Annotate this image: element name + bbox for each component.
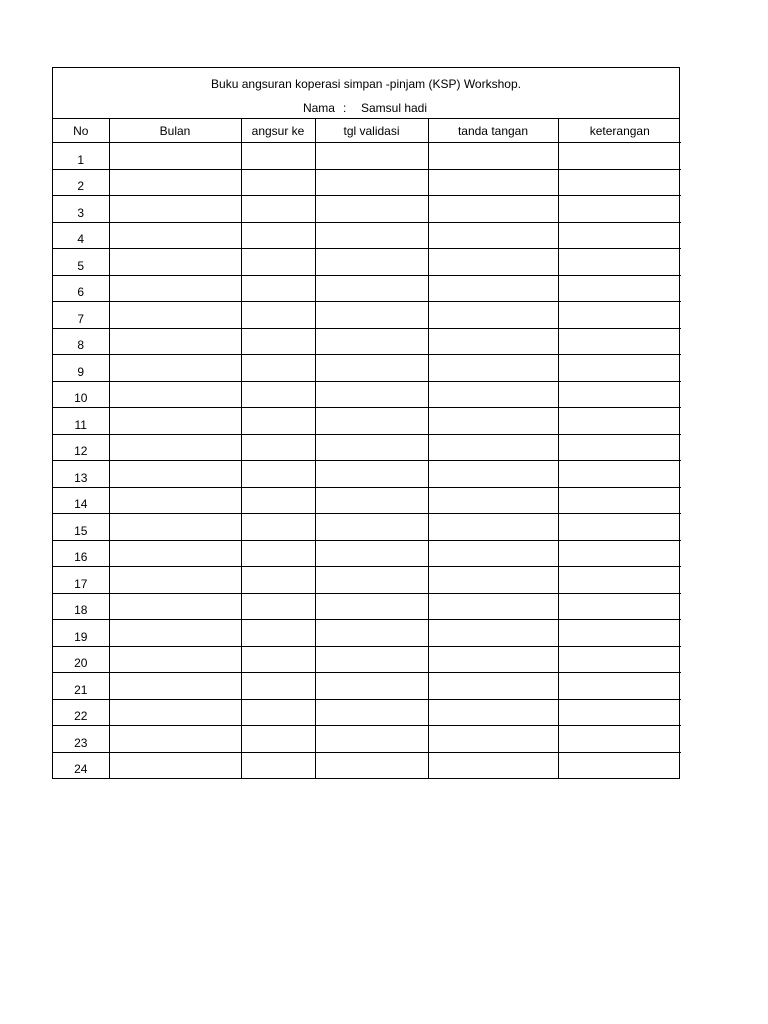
row-number-cell: 16: [53, 540, 109, 567]
bulan-cell[interactable]: [109, 540, 241, 567]
row-number-cell: 23: [53, 726, 109, 753]
row-number-cell: 9: [53, 355, 109, 382]
tgl-validasi-cell[interactable]: [315, 567, 428, 594]
document-title: Buku angsuran koperasi simpan -pinjam (KSP) Workshop.: [211, 77, 521, 91]
tgl-validasi-cell[interactable]: [315, 328, 428, 355]
tanda-tangan-cell[interactable]: [428, 408, 558, 435]
tgl-validasi-cell[interactable]: [315, 673, 428, 700]
angsur-ke-cell[interactable]: [241, 699, 315, 726]
tanda-tangan-cell[interactable]: [428, 673, 558, 700]
bulan-cell[interactable]: [109, 726, 241, 753]
angsur-ke-cell[interactable]: [241, 222, 315, 249]
row-number-cell: 15: [53, 514, 109, 541]
tanda-tangan-cell[interactable]: [428, 620, 558, 647]
row-number-cell: 14: [53, 487, 109, 514]
column-header-tgl-validasi: tgl validasi: [315, 119, 428, 143]
keterangan-cell[interactable]: [558, 143, 681, 170]
angsur-ke-cell[interactable]: [241, 752, 315, 778]
column-header-no: No: [53, 119, 109, 143]
keterangan-cell[interactable]: [558, 567, 681, 594]
tgl-validasi-cell[interactable]: [315, 143, 428, 170]
table-row: [53, 408, 681, 435]
bulan-cell[interactable]: [109, 302, 241, 329]
table-row: [53, 699, 681, 726]
bulan-cell[interactable]: [109, 487, 241, 514]
bulan-cell[interactable]: [109, 355, 241, 382]
keterangan-cell[interactable]: [558, 355, 681, 382]
angsur-ke-cell[interactable]: [241, 620, 315, 647]
angsur-ke-cell[interactable]: [241, 434, 315, 461]
table-row: [53, 514, 681, 541]
table-row: [53, 726, 681, 753]
tgl-validasi-cell[interactable]: [315, 752, 428, 778]
bulan-cell[interactable]: [109, 673, 241, 700]
member-name: Samsul hadi: [360, 101, 428, 115]
row-number-cell: 19: [53, 620, 109, 647]
row-number-cell: 6: [53, 275, 109, 302]
bulan-cell[interactable]: [109, 143, 241, 170]
row-number-cell: 4: [53, 222, 109, 249]
keterangan-cell[interactable]: [558, 540, 681, 567]
keterangan-cell[interactable]: [558, 222, 681, 249]
tanda-tangan-cell[interactable]: [428, 196, 558, 223]
name-label: Nama: [302, 101, 335, 115]
tanda-tangan-cell[interactable]: [428, 434, 558, 461]
angsur-ke-cell[interactable]: [241, 355, 315, 382]
bulan-cell[interactable]: [109, 434, 241, 461]
keterangan-cell[interactable]: [558, 408, 681, 435]
angsur-ke-cell[interactable]: [241, 487, 315, 514]
bulan-cell[interactable]: [109, 752, 241, 778]
row-number-cell: 18: [53, 593, 109, 620]
bulan-cell[interactable]: [109, 699, 241, 726]
tgl-validasi-cell[interactable]: [315, 275, 428, 302]
tgl-validasi-cell[interactable]: [315, 169, 428, 196]
bulan-cell[interactable]: [109, 620, 241, 647]
keterangan-cell[interactable]: [558, 249, 681, 276]
keterangan-cell[interactable]: [558, 275, 681, 302]
table-row: [53, 487, 681, 514]
tanda-tangan-cell[interactable]: [428, 143, 558, 170]
angsur-ke-cell[interactable]: [241, 540, 315, 567]
row-number-cell: 5: [53, 249, 109, 276]
tanda-tangan-cell[interactable]: [428, 381, 558, 408]
keterangan-cell[interactable]: [558, 381, 681, 408]
keterangan-cell[interactable]: [558, 302, 681, 329]
row-number-cell: 22: [53, 699, 109, 726]
bulan-cell[interactable]: [109, 593, 241, 620]
row-number-cell: 1: [53, 143, 109, 170]
tgl-validasi-cell[interactable]: [315, 302, 428, 329]
bulan-cell[interactable]: [109, 567, 241, 594]
tgl-validasi-cell[interactable]: [315, 434, 428, 461]
tgl-validasi-cell[interactable]: [315, 620, 428, 647]
keterangan-cell[interactable]: [558, 328, 681, 355]
bulan-cell[interactable]: [109, 275, 241, 302]
keterangan-cell[interactable]: [558, 514, 681, 541]
tanda-tangan-cell[interactable]: [428, 249, 558, 276]
bulan-cell[interactable]: [109, 196, 241, 223]
bulan-cell[interactable]: [109, 461, 241, 488]
table-row: [53, 540, 681, 567]
installment-sheet: [52, 67, 680, 779]
tgl-validasi-cell[interactable]: [315, 461, 428, 488]
name-separator: :: [342, 101, 347, 115]
tgl-validasi-cell[interactable]: [315, 726, 428, 753]
table-row: [53, 673, 681, 700]
table-row: [53, 381, 681, 408]
tanda-tangan-cell[interactable]: [428, 222, 558, 249]
column-header-angsur-ke: angsur ke: [241, 119, 315, 143]
row-number-cell: 8: [53, 328, 109, 355]
tanda-tangan-cell[interactable]: [428, 302, 558, 329]
bulan-cell[interactable]: [109, 514, 241, 541]
angsur-ke-cell[interactable]: [241, 646, 315, 673]
angsur-ke-cell[interactable]: [241, 143, 315, 170]
bulan-cell[interactable]: [109, 381, 241, 408]
tgl-validasi-cell[interactable]: [315, 381, 428, 408]
bulan-cell[interactable]: [109, 646, 241, 673]
tanda-tangan-cell[interactable]: [428, 487, 558, 514]
tgl-validasi-cell[interactable]: [315, 487, 428, 514]
tanda-tangan-cell[interactable]: [428, 328, 558, 355]
row-number-cell: 21: [53, 673, 109, 700]
tanda-tangan-cell[interactable]: [428, 567, 558, 594]
table-row: [53, 434, 681, 461]
angsur-ke-cell[interactable]: [241, 169, 315, 196]
tanda-tangan-cell[interactable]: [428, 461, 558, 488]
table-row: [53, 593, 681, 620]
angsur-ke-cell[interactable]: [241, 593, 315, 620]
angsur-ke-cell[interactable]: [241, 726, 315, 753]
table-row: [53, 355, 681, 382]
header-row: [53, 119, 681, 143]
angsur-ke-cell[interactable]: [241, 567, 315, 594]
tgl-validasi-cell[interactable]: [315, 249, 428, 276]
table-row: [53, 169, 681, 196]
angsur-ke-cell[interactable]: [241, 302, 315, 329]
keterangan-cell[interactable]: [558, 461, 681, 488]
bulan-cell[interactable]: [109, 328, 241, 355]
row-number-cell: 24: [53, 752, 109, 778]
tgl-validasi-cell[interactable]: [315, 355, 428, 382]
tgl-validasi-cell[interactable]: [315, 222, 428, 249]
angsur-ke-cell[interactable]: [241, 514, 315, 541]
tanda-tangan-cell[interactable]: [428, 752, 558, 778]
angsur-ke-cell[interactable]: [241, 461, 315, 488]
table-row: [53, 143, 681, 170]
tgl-validasi-cell[interactable]: [315, 408, 428, 435]
tgl-validasi-cell[interactable]: [315, 699, 428, 726]
row-number-cell: 11: [53, 408, 109, 435]
tanda-tangan-cell[interactable]: [428, 355, 558, 382]
keterangan-cell[interactable]: [558, 726, 681, 753]
angsur-ke-cell[interactable]: [241, 328, 315, 355]
keterangan-cell[interactable]: [558, 487, 681, 514]
bulan-cell[interactable]: [109, 408, 241, 435]
tanda-tangan-cell[interactable]: [428, 275, 558, 302]
keterangan-cell[interactable]: [558, 673, 681, 700]
installment-table: [53, 119, 681, 778]
angsur-ke-cell[interactable]: [241, 196, 315, 223]
angsur-ke-cell[interactable]: [241, 275, 315, 302]
keterangan-cell[interactable]: [558, 196, 681, 223]
angsur-ke-cell[interactable]: [241, 673, 315, 700]
table-body: [53, 143, 681, 779]
column-header-tanda-tangan: tanda tangan: [428, 119, 558, 143]
row-number-cell: 3: [53, 196, 109, 223]
tanda-tangan-cell[interactable]: [428, 540, 558, 567]
tanda-tangan-cell[interactable]: [428, 646, 558, 673]
keterangan-cell[interactable]: [558, 434, 681, 461]
table-row: [53, 275, 681, 302]
table-row: [53, 222, 681, 249]
row-number-cell: 20: [53, 646, 109, 673]
row-number-cell: 2: [53, 169, 109, 196]
table-row: [53, 196, 681, 223]
row-number-cell: 7: [53, 302, 109, 329]
row-number-cell: 13: [53, 461, 109, 488]
keterangan-cell[interactable]: [558, 593, 681, 620]
tanda-tangan-cell[interactable]: [428, 699, 558, 726]
tanda-tangan-cell[interactable]: [428, 593, 558, 620]
bulan-cell[interactable]: [109, 249, 241, 276]
table-row: [53, 646, 681, 673]
angsur-ke-cell[interactable]: [241, 408, 315, 435]
tgl-validasi-cell[interactable]: [315, 593, 428, 620]
angsur-ke-cell[interactable]: [241, 249, 315, 276]
keterangan-cell[interactable]: [558, 752, 681, 778]
column-header-keterangan: keterangan: [558, 119, 681, 143]
table-row: [53, 302, 681, 329]
tgl-validasi-cell[interactable]: [315, 196, 428, 223]
tanda-tangan-cell[interactable]: [428, 169, 558, 196]
keterangan-cell[interactable]: [558, 169, 681, 196]
tgl-validasi-cell[interactable]: [315, 514, 428, 541]
column-header-bulan: Bulan: [109, 119, 241, 143]
member-name-line: [51, 101, 679, 115]
table-row: [53, 249, 681, 276]
bulan-cell[interactable]: [109, 169, 241, 196]
angsur-ke-cell[interactable]: [241, 381, 315, 408]
keterangan-cell[interactable]: [558, 646, 681, 673]
table-row: [53, 567, 681, 594]
row-number-cell: 10: [53, 381, 109, 408]
keterangan-cell[interactable]: [558, 699, 681, 726]
table-row: [53, 752, 681, 778]
tanda-tangan-cell[interactable]: [428, 514, 558, 541]
bulan-cell[interactable]: [109, 222, 241, 249]
title-block: [53, 68, 679, 119]
tanda-tangan-cell[interactable]: [428, 726, 558, 753]
row-number-cell: 12: [53, 434, 109, 461]
tgl-validasi-cell[interactable]: [315, 540, 428, 567]
row-number-cell: 17: [53, 567, 109, 594]
table-row: [53, 461, 681, 488]
table-row: [53, 328, 681, 355]
tgl-validasi-cell[interactable]: [315, 646, 428, 673]
keterangan-cell[interactable]: [558, 620, 681, 647]
table-row: [53, 620, 681, 647]
